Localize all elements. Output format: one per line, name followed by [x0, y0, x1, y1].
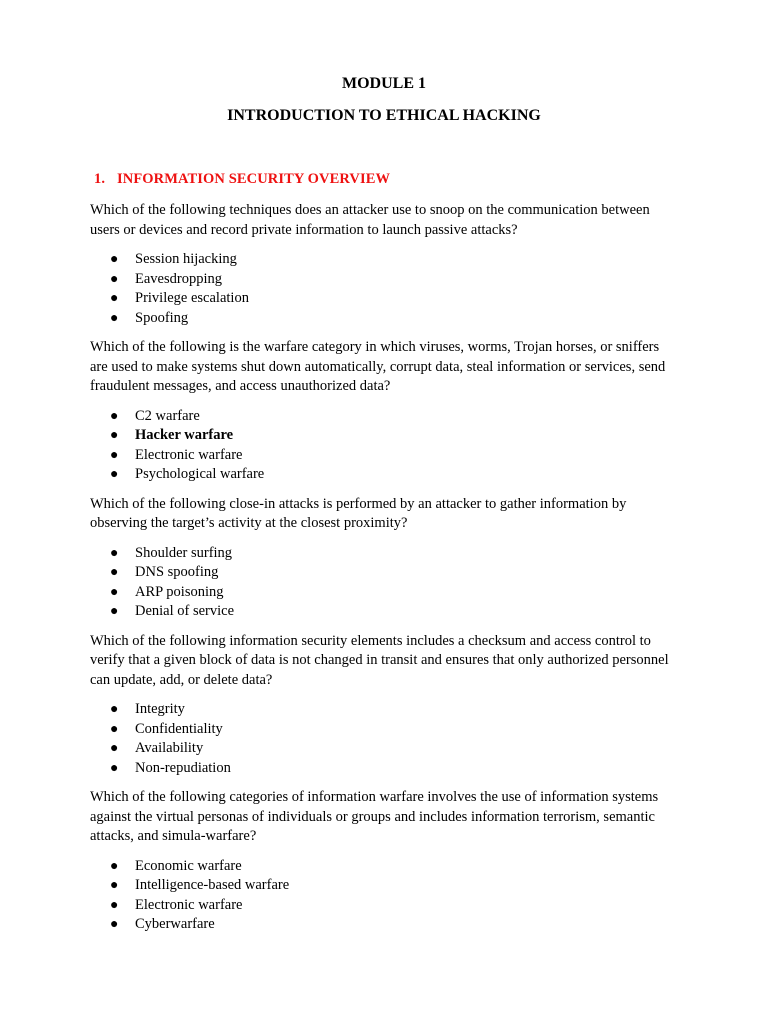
bullet-icon: ● [110, 447, 119, 463]
option-text: Privilege escalation [135, 290, 249, 306]
option-text: Spoofing [135, 309, 189, 326]
option-item [90, 426, 680, 446]
option-item [90, 583, 680, 603]
question-text: Which of the following categories of information warfare involves the use of information systems against the virtual personas of individuals or groups and includes information terrorism, semantic attacks, and simula-warfare? [90, 789, 659, 844]
bullet-icon: ● [110, 760, 119, 776]
option-text: Denial of service [135, 603, 235, 619]
option-text: Eavesdropping [135, 270, 222, 287]
option-item [90, 896, 680, 916]
module-subtitle: INTRODUCTION TO ETHICAL HACKING [227, 107, 541, 124]
bullet-icon: ● [110, 858, 119, 874]
option-item [90, 915, 680, 935]
section-heading [94, 171, 390, 188]
option-text: Confidentiality [135, 720, 223, 737]
option-item [90, 289, 680, 309]
bullet-icon: ● [110, 252, 119, 267]
bullet-icon: ● [110, 721, 119, 737]
option-text: Non-repudiation [135, 759, 231, 776]
question-text: Which of the following close-in attacks is performed by an attacker to gather information by observing the target’s activity at the closest proximity? [90, 495, 627, 531]
bullet-icon: ● [110, 408, 119, 424]
option-item [90, 602, 680, 622]
questions-container [90, 201, 680, 945]
option-item [90, 700, 680, 720]
option-text: Economic warfare [135, 857, 242, 874]
bullet-icon: ● [110, 702, 119, 717]
question-text: Which of the following is the warfare category in which viruses, worms, Trojan horses, or sniffers are used to make systems shut down automatically, corrupt data, steal information or services, send fraudulent messages, and access unauthorized data? [90, 339, 666, 394]
module-title: MODULE 1 [342, 75, 426, 92]
question-block [90, 338, 680, 485]
bullet-icon: ● [110, 428, 119, 443]
option-text: Hacker warfare [135, 427, 234, 443]
option-item [90, 563, 680, 583]
bullet-icon: ● [110, 467, 119, 482]
bullet-icon: ● [110, 741, 119, 756]
question-text: Which of the following information security elements includes a checksum and access control to verify that a given block of data is not changed in transit and ensures that only authorized personnel can update, add, or delete data? [90, 632, 669, 688]
option-list [90, 544, 680, 622]
section-heading-text: INFORMATION SECURITY OVERVIEW [117, 171, 391, 187]
option-list [90, 407, 680, 485]
bullet-icon: ● [110, 917, 119, 932]
option-item [90, 270, 680, 290]
question-block [90, 495, 680, 622]
option-item [90, 250, 680, 270]
option-text: Session hijacking [135, 251, 237, 267]
option-text: C2 warfare [135, 407, 200, 424]
option-text: Electronic warfare [135, 896, 243, 913]
option-item [90, 857, 680, 877]
option-text: Psychological warfare [135, 466, 265, 482]
question-block [90, 201, 680, 328]
option-item [90, 720, 680, 740]
bullet-icon: ● [110, 604, 119, 619]
option-item [90, 544, 680, 564]
option-text: Integrity [135, 701, 185, 717]
bullet-icon: ● [110, 310, 119, 326]
option-text: Cyberwarfare [135, 916, 215, 932]
bullet-icon: ● [110, 878, 119, 893]
bullet-icon: ● [110, 897, 119, 913]
option-item [90, 309, 680, 329]
option-text: Electronic warfare [135, 446, 243, 463]
option-text: Availability [135, 740, 204, 756]
option-text: DNS spoofing [135, 564, 219, 580]
question-block [90, 788, 680, 935]
option-text: Shoulder surfing [135, 544, 233, 561]
option-item [90, 407, 680, 427]
bullet-icon: ● [110, 584, 119, 600]
option-text: Intelligence-based warfare [135, 877, 290, 893]
option-list [90, 700, 680, 778]
option-item [90, 759, 680, 779]
option-list [90, 857, 680, 935]
question-block [90, 632, 680, 779]
option-list [90, 250, 680, 328]
bullet-icon: ● [110, 545, 119, 561]
option-item [90, 446, 680, 466]
bullet-icon: ● [110, 271, 119, 287]
option-item [90, 876, 680, 896]
section-number: 1. [94, 171, 106, 187]
option-item [90, 465, 680, 485]
option-item [90, 739, 680, 759]
bullet-icon: ● [110, 565, 119, 580]
question-text: Which of the following techniques does an attacker use to snoop on the communication between users or devices and record private information to launch passive attacks? [90, 202, 650, 238]
bullet-icon: ● [110, 291, 119, 306]
option-text: ARP poisoning [135, 583, 224, 600]
